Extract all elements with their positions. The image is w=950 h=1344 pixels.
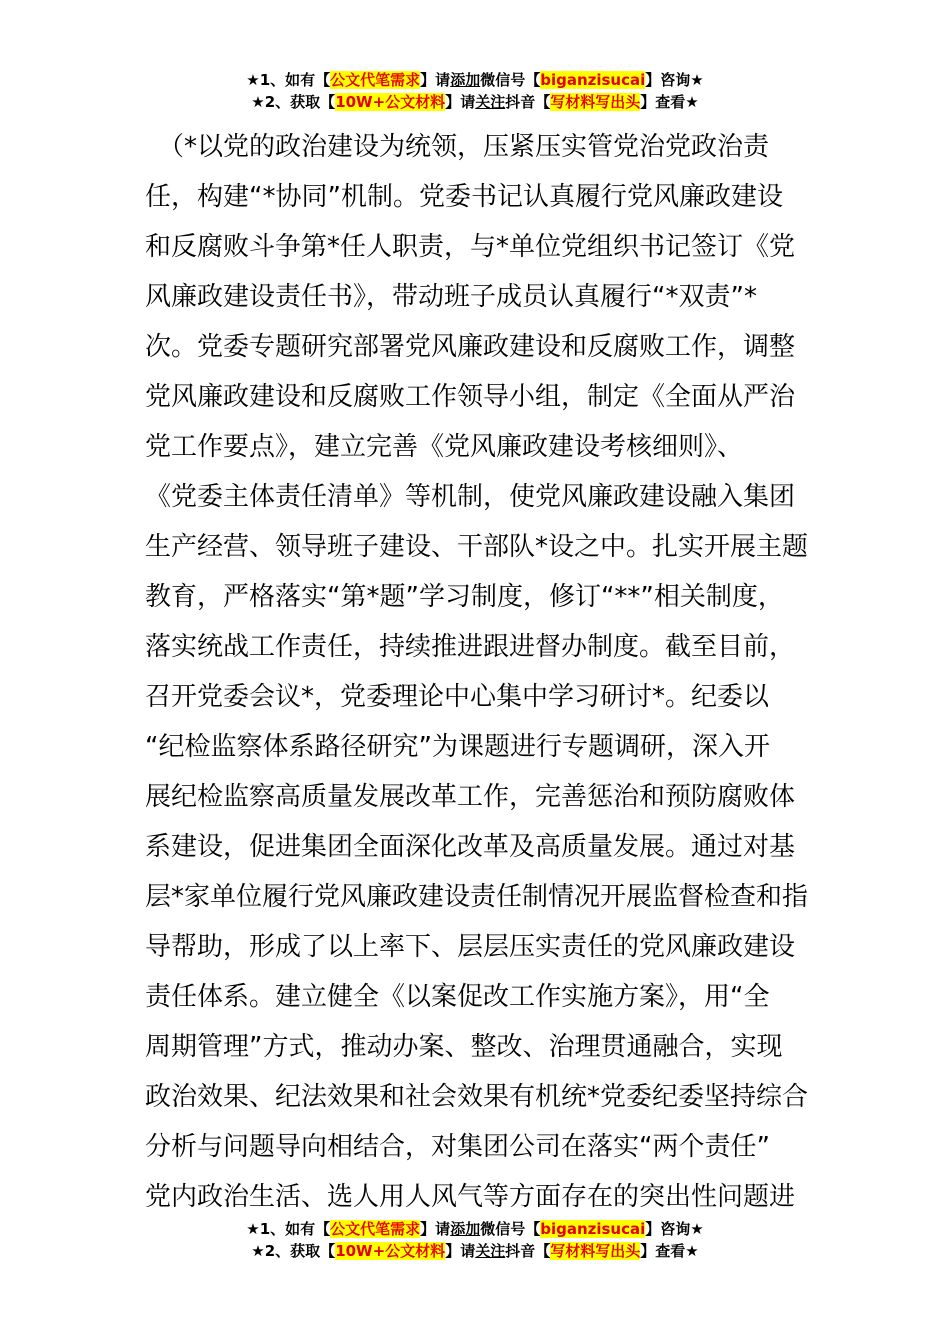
paragraph-line: 任，构建“*协同”机制。党委书记认真履行党风廉政建设 <box>145 182 783 212</box>
banner-text: ★1、如有【 <box>246 71 331 89</box>
paragraph-line: 政治效果、纪法效果和社会效果有机统*党委纪委坚持综合 <box>145 1082 809 1112</box>
highlight-materials: 10W+公文材料 <box>335 1242 446 1260</box>
paragraph-line: 党风廉政建设和反腐败工作领导小组，制定《全面从严治 <box>145 382 796 412</box>
banner-text: 】咨询★ <box>645 71 704 89</box>
highlight-wechat-id: biganzisucai <box>540 71 646 89</box>
banner-text: 】请 <box>445 93 476 111</box>
paragraph-line: 风廉政建设责任书》，带动班子成员认真履行“*双责”* <box>145 282 757 312</box>
highlight-ghostwriting: 公文代笔需求 <box>330 1220 421 1238</box>
banner-text-underlined: 添加 <box>450 71 481 89</box>
body-paragraph <box>145 122 825 1222</box>
paragraph-line: （*以党的政治建设为统领，压紧压实管党治党政治责 <box>145 132 770 162</box>
paragraph-line: 责任体系。建立健全《以案促改工作实施方案》，用“全 <box>145 982 770 1012</box>
banner-text: 微信号【 <box>480 71 541 89</box>
highlight-wechat-id: biganzisucai <box>540 1220 646 1238</box>
paragraph-line: 召开党委会议*，党委理论中心集中学习研讨*。纪委以 <box>145 682 770 712</box>
banner-text: 抖音【 <box>505 93 551 111</box>
highlight-douyin-account: 写材料写出头 <box>550 1242 641 1260</box>
banner-line-1 <box>0 1218 950 1240</box>
banner-text: ★1、如有【 <box>246 1220 331 1238</box>
banner-line-2 <box>0 1240 950 1262</box>
highlight-ghostwriting: 公文代笔需求 <box>330 71 421 89</box>
paragraph-line: “纪检监察体系路径研究”为课题进行专题调研，深入开 <box>145 732 770 762</box>
banner-text: 抖音【 <box>505 1242 551 1260</box>
banner-text: 微信号【 <box>480 1220 541 1238</box>
paragraph-line: 教育，严格落实“第*题”学习制度，修订“**”相关制度， <box>145 582 784 612</box>
banner-text: ★2、获取【 <box>251 1242 336 1260</box>
banner-line-1 <box>0 69 950 91</box>
banner-text-underlined: 添加 <box>450 1220 481 1238</box>
header-banner <box>0 69 950 113</box>
paragraph-line: 生产经营、领导班子建设、干部队*设之中。扎实开展主题 <box>145 532 809 562</box>
banner-line-2 <box>0 91 950 113</box>
banner-text: 】咨询★ <box>645 1220 704 1238</box>
banner-text: 】请 <box>445 1242 476 1260</box>
paragraph-line: 导帮助，形成了以上率下、层层压实责任的党风廉政建设 <box>145 932 796 962</box>
paragraph-line: 党内政治生活、选人用人风气等方面存在的突出性问题进 <box>145 1182 796 1212</box>
paragraph-line: 《党委主体责任清单》等机制，使党风廉政建设融入集团 <box>145 482 796 512</box>
paragraph-line: 系建设，促进集团全面深化改革及高质量发展。通过对基 <box>145 832 796 862</box>
paragraph-line: 落实统战工作责任，持续推进跟进督办制度。截至目前， <box>145 632 796 662</box>
paragraph-line: 党工作要点》，建立完善《党风廉政建设考核细则》、 <box>145 432 744 462</box>
paragraph-line: 周期管理”方式，推动办案、整改、治理贯通融合，实现 <box>145 1032 783 1062</box>
highlight-douyin-account: 写材料写出头 <box>550 93 641 111</box>
highlight-materials: 10W+公文材料 <box>335 93 446 111</box>
banner-text-underlined: 关注 <box>475 1242 506 1260</box>
paragraph-line: 次。党委专题研究部署党风廉政建设和反腐败工作，调整 <box>145 332 796 362</box>
banner-text: 】请 <box>420 1220 451 1238</box>
banner-text: 】查看★ <box>640 93 699 111</box>
banner-text: 】查看★ <box>640 1242 699 1260</box>
paragraph-line: 展纪检监察高质量发展改革工作，完善惩治和预防腐败体 <box>145 782 796 812</box>
footer-banner <box>0 1218 950 1262</box>
paragraph-line: 分析与问题导向相结合，对集团公司在落实“两个责任” <box>145 1132 770 1162</box>
banner-text: ★2、获取【 <box>251 93 336 111</box>
banner-text-underlined: 关注 <box>475 93 506 111</box>
banner-text: 】请 <box>420 71 451 89</box>
paragraph-line: 和反腐败斗争第*任人职责，与*单位党组织书记签订《党 <box>145 232 796 262</box>
paragraph-line: 层*家单位履行党风廉政建设责任制情况开展监督检查和指 <box>145 882 809 912</box>
